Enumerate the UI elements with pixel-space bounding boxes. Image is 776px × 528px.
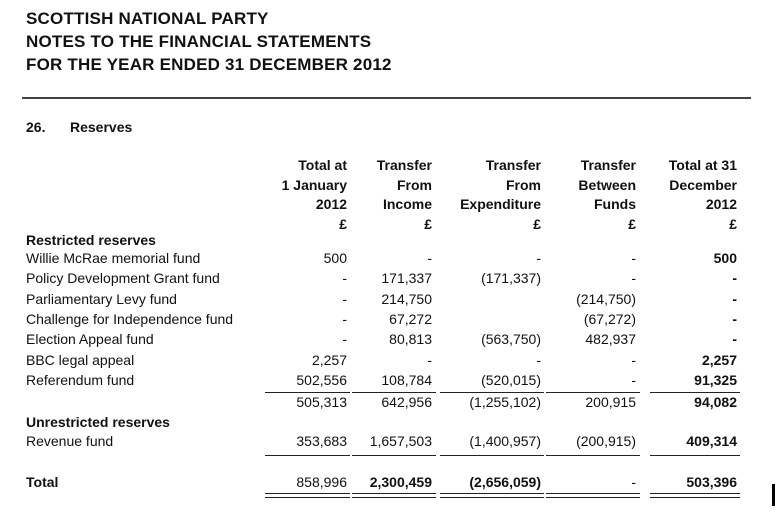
- restricted-reserves-heading: Restricted reserves: [26, 232, 156, 248]
- fund-value: -: [732, 331, 737, 348]
- column-header: £: [339, 215, 347, 232]
- document-title: SCOTTISH NATIONAL PARTY: [26, 9, 269, 28]
- fund-value: 80,813: [389, 331, 432, 348]
- fund-value: (171,337): [481, 270, 541, 287]
- document-subtitle: NOTES TO THE FINANCIAL STATEMENTS: [26, 32, 372, 51]
- fund-value: -: [342, 270, 347, 287]
- fund-value: 67,272: [389, 310, 432, 327]
- subtotal-rule: [265, 392, 350, 393]
- header-rule: [22, 97, 751, 99]
- column-header: Transfer: [485, 157, 541, 173]
- column-header: Transfer: [580, 157, 636, 173]
- fund-value: 2,257: [701, 351, 737, 368]
- total-rule: [546, 455, 640, 456]
- fund-value: 409,314: [686, 433, 737, 449]
- section-title: Reserves: [70, 119, 133, 135]
- fund-value: (67,272): [583, 310, 636, 327]
- column-header: £: [729, 215, 737, 232]
- fund-label: BBC legal appeal: [26, 351, 135, 368]
- fund-value: 482,937: [585, 331, 636, 348]
- total-rule: [440, 455, 544, 456]
- column-header: Expenditure: [460, 196, 541, 212]
- fund-value: (520,015): [481, 371, 541, 388]
- document-period: FOR THE YEAR ENDED 31 DECEMBER 2012: [26, 55, 392, 74]
- column-header: 2012: [705, 196, 737, 212]
- fund-value: 502,556: [296, 371, 347, 388]
- edge-mark: [772, 484, 775, 506]
- column-header: Between: [578, 176, 636, 193]
- column-header: From: [397, 176, 432, 193]
- fund-label: Policy Development Grant fund: [26, 270, 220, 287]
- subtotal-rule: [650, 392, 740, 393]
- total-value: -: [631, 474, 636, 490]
- fund-value: -: [732, 270, 737, 287]
- fund-value: (200,915): [576, 433, 636, 449]
- column-header: £: [628, 215, 636, 232]
- fund-value: -: [732, 310, 737, 327]
- total-value: 503,396: [686, 474, 737, 490]
- fund-value: 500: [713, 250, 737, 266]
- fund-label: Parliamentary Levy fund: [26, 290, 177, 307]
- column-header: From: [506, 176, 541, 193]
- fund-value: 1,657,503: [369, 433, 432, 449]
- total-rule: [650, 455, 740, 456]
- fund-value: 2,257: [311, 351, 347, 368]
- fund-value: 214,750: [381, 290, 432, 307]
- fund-value: -: [342, 310, 347, 327]
- fund-value: -: [342, 290, 347, 307]
- total-value: 2,300,459: [369, 474, 432, 490]
- total-rule: [352, 455, 436, 456]
- subtotal-rule: [352, 392, 436, 393]
- unrestricted-reserves-heading: Unrestricted reserves: [26, 414, 170, 430]
- fund-value: 91,325: [694, 371, 737, 388]
- fund-label: Election Appeal fund: [26, 331, 154, 348]
- column-header: Total at 31: [668, 157, 737, 173]
- subtotal-rule: [546, 392, 640, 393]
- column-header: £: [424, 215, 432, 232]
- fund-value: -: [732, 290, 737, 307]
- column-header: Transfer: [376, 157, 432, 173]
- restricted-subtotal: 505,313: [296, 394, 347, 410]
- fund-value: -: [427, 250, 432, 266]
- total-double-rule: [352, 493, 436, 498]
- fund-value: (1,400,957): [469, 433, 541, 449]
- total-double-rule: [546, 493, 640, 498]
- fund-value: -: [631, 250, 636, 266]
- fund-value: (214,750): [576, 290, 636, 307]
- section-number: 26.: [26, 119, 46, 135]
- fund-value: (563,750): [481, 331, 541, 348]
- restricted-subtotal: 94,082: [694, 394, 737, 410]
- total-value: 858,996: [296, 474, 347, 490]
- fund-value: -: [536, 351, 541, 368]
- column-header: December: [669, 176, 737, 193]
- total-double-rule: [265, 493, 350, 498]
- fund-label: Referendum fund: [26, 371, 135, 388]
- fund-value: 353,683: [296, 433, 347, 449]
- subtotal-rule: [440, 392, 544, 393]
- fund-value: -: [631, 371, 636, 388]
- fund-value: -: [536, 250, 541, 266]
- total-value: (2,656,059): [469, 474, 541, 490]
- column-header: 2012: [315, 196, 347, 212]
- total-double-rule: [650, 493, 740, 498]
- column-header: Funds: [594, 196, 636, 212]
- column-header: Total at: [298, 157, 347, 173]
- fund-label: Revenue fund: [26, 433, 114, 449]
- fund-label: Willie McRae memorial fund: [26, 250, 201, 266]
- fund-value: -: [342, 331, 347, 348]
- total-label: Total: [26, 474, 59, 490]
- fund-label: Challenge for Independence fund: [26, 310, 234, 327]
- fund-value: 500: [323, 250, 347, 266]
- fund-value: -: [631, 351, 636, 368]
- fund-value: 108,784: [381, 371, 432, 388]
- restricted-subtotal: 642,956: [381, 394, 432, 410]
- column-header: 1 January: [281, 176, 347, 193]
- fund-value: 171,337: [381, 270, 432, 287]
- fund-value: -: [427, 351, 432, 368]
- restricted-subtotal: 200,915: [585, 394, 636, 410]
- total-double-rule: [440, 493, 544, 498]
- total-rule: [265, 455, 350, 456]
- column-header: Income: [382, 196, 432, 212]
- restricted-subtotal: (1,255,102): [469, 394, 541, 410]
- column-header: £: [533, 215, 541, 232]
- fund-value: -: [631, 270, 636, 287]
